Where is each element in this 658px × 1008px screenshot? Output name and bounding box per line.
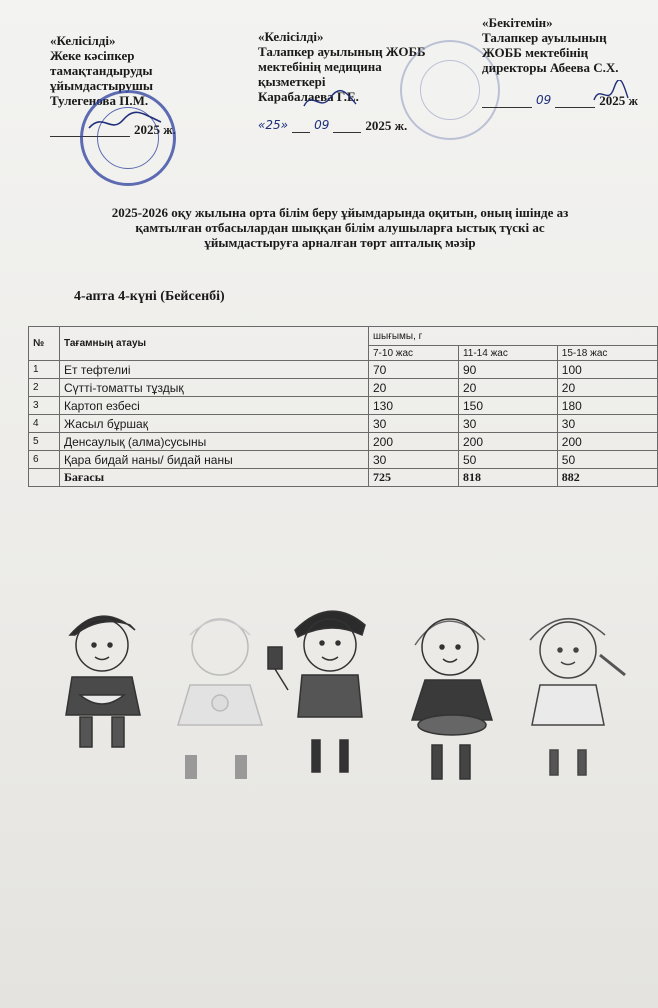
cell-dish: Денсаулық (алма)сусыны <box>60 433 369 451</box>
cell-dish: Ет тефтелиі <box>60 361 369 379</box>
approval-line: Жеке кәсіпкер <box>50 48 135 63</box>
cell-value: 30 <box>557 415 657 433</box>
kid-figure <box>178 619 262 779</box>
cell-num: 5 <box>29 433 60 451</box>
cell-num: 1 <box>29 361 60 379</box>
cell-value: 30 <box>458 415 557 433</box>
approval-line: Карабалаева Г.Е. <box>258 89 359 104</box>
kid-figure <box>66 616 140 747</box>
cell-total-value: 818 <box>458 469 557 487</box>
cell-value: 50 <box>458 451 557 469</box>
table-row <box>29 433 658 451</box>
cell-dish: Сүтті-томатты тұздық <box>60 379 369 397</box>
cell-value: 90 <box>458 361 557 379</box>
table-total-row <box>29 469 658 487</box>
cell-value: 30 <box>369 451 459 469</box>
date-month: 09 <box>314 118 330 132</box>
approval-line: директоры Абеева С.Х. <box>482 60 619 75</box>
approval-line: Талапкер ауылының ЖОББ <box>258 44 426 59</box>
header-dish-name: Тағамның атауы <box>60 327 369 361</box>
cell-num: 3 <box>29 397 60 415</box>
cell-value: 20 <box>458 379 557 397</box>
header-age-11-14: 11-14 жас <box>458 346 557 361</box>
table-header-row <box>29 327 658 346</box>
header-yield: шығымы, г <box>369 327 658 346</box>
cell-dish: Қара бидай наны/ бидай наны <box>60 451 369 469</box>
approval-line: «Келісілді» <box>50 33 116 48</box>
cell-total-value: 882 <box>557 469 657 487</box>
cell-value: 130 <box>369 397 459 415</box>
table-row <box>29 397 658 415</box>
title-line: ұйымдастыруға арналған төрт апталық мәзір <box>204 235 476 250</box>
approval-line: Талапкер ауылының <box>482 30 607 45</box>
cell-value: 200 <box>369 433 459 451</box>
round-stamp <box>80 90 176 186</box>
cell-value: 50 <box>557 451 657 469</box>
date-suffix: 2025 ж. <box>365 118 408 133</box>
approval-line: Тулегенова П.М. <box>50 93 149 108</box>
cell-dish: Картоп езбесі <box>60 397 369 415</box>
menu-table <box>28 326 658 487</box>
cell-value: 70 <box>369 361 459 379</box>
approval-line: ұйымдастырушы <box>50 78 154 93</box>
table-row <box>29 361 658 379</box>
cell-value: 100 <box>557 361 657 379</box>
cell-value: 180 <box>557 397 657 415</box>
kid-figure <box>268 611 365 772</box>
date-suffix: 2025 ж. <box>134 122 176 137</box>
cell-value: 30 <box>369 415 459 433</box>
table-row <box>29 415 658 433</box>
table-row <box>29 451 658 469</box>
approval-line: ЖОББ мектебінің <box>482 45 589 60</box>
date-day: «25» <box>258 118 289 132</box>
header-age-15-18: 15-18 жас <box>557 346 657 361</box>
cell-num: 6 <box>29 451 60 469</box>
children-illustration <box>40 595 640 795</box>
approval-line: тамақтандыруды <box>50 63 153 78</box>
approval-date <box>258 118 426 133</box>
week-day-subtitle: 4-апта 4-күні (Бейсенбі) <box>74 289 225 304</box>
signature-medical <box>300 88 360 116</box>
approval-line: «Бекітемін» <box>482 15 553 30</box>
kid-figure <box>530 619 625 775</box>
header-age-7-10: 7-10 жас <box>369 346 459 361</box>
cell-total-value: 725 <box>369 469 459 487</box>
cell-value: 200 <box>458 433 557 451</box>
approval-line: қызметкері <box>258 74 326 89</box>
approval-line: мектебінің медицина <box>258 59 382 74</box>
cell-value: 200 <box>557 433 657 451</box>
cell-num: 4 <box>29 415 60 433</box>
document-title <box>70 205 610 250</box>
cell-value: 150 <box>458 397 557 415</box>
title-line: қамтылған отбасылардан шыққан білім алушыларға ыстық түскі ас <box>135 220 545 235</box>
header-num: № <box>29 327 60 361</box>
cell-dish: Жасыл бұршақ <box>60 415 369 433</box>
table-row <box>29 379 658 397</box>
kid-figure <box>412 619 492 779</box>
signature-organizer <box>85 108 165 138</box>
cell-value: 20 <box>557 379 657 397</box>
cell-total-label: Бағасы <box>60 469 369 487</box>
date-month: 09 <box>536 93 552 107</box>
approval-line: «Келісілді» <box>258 29 324 44</box>
signature-director <box>590 80 630 108</box>
title-line: 2025-2026 оқу жылына орта білім беру ұйымдарында оқитын, оның ішінде аз <box>111 205 569 220</box>
cell-num: 2 <box>29 379 60 397</box>
cell-value: 20 <box>369 379 459 397</box>
date-suffix: 2025 ж <box>599 93 638 108</box>
